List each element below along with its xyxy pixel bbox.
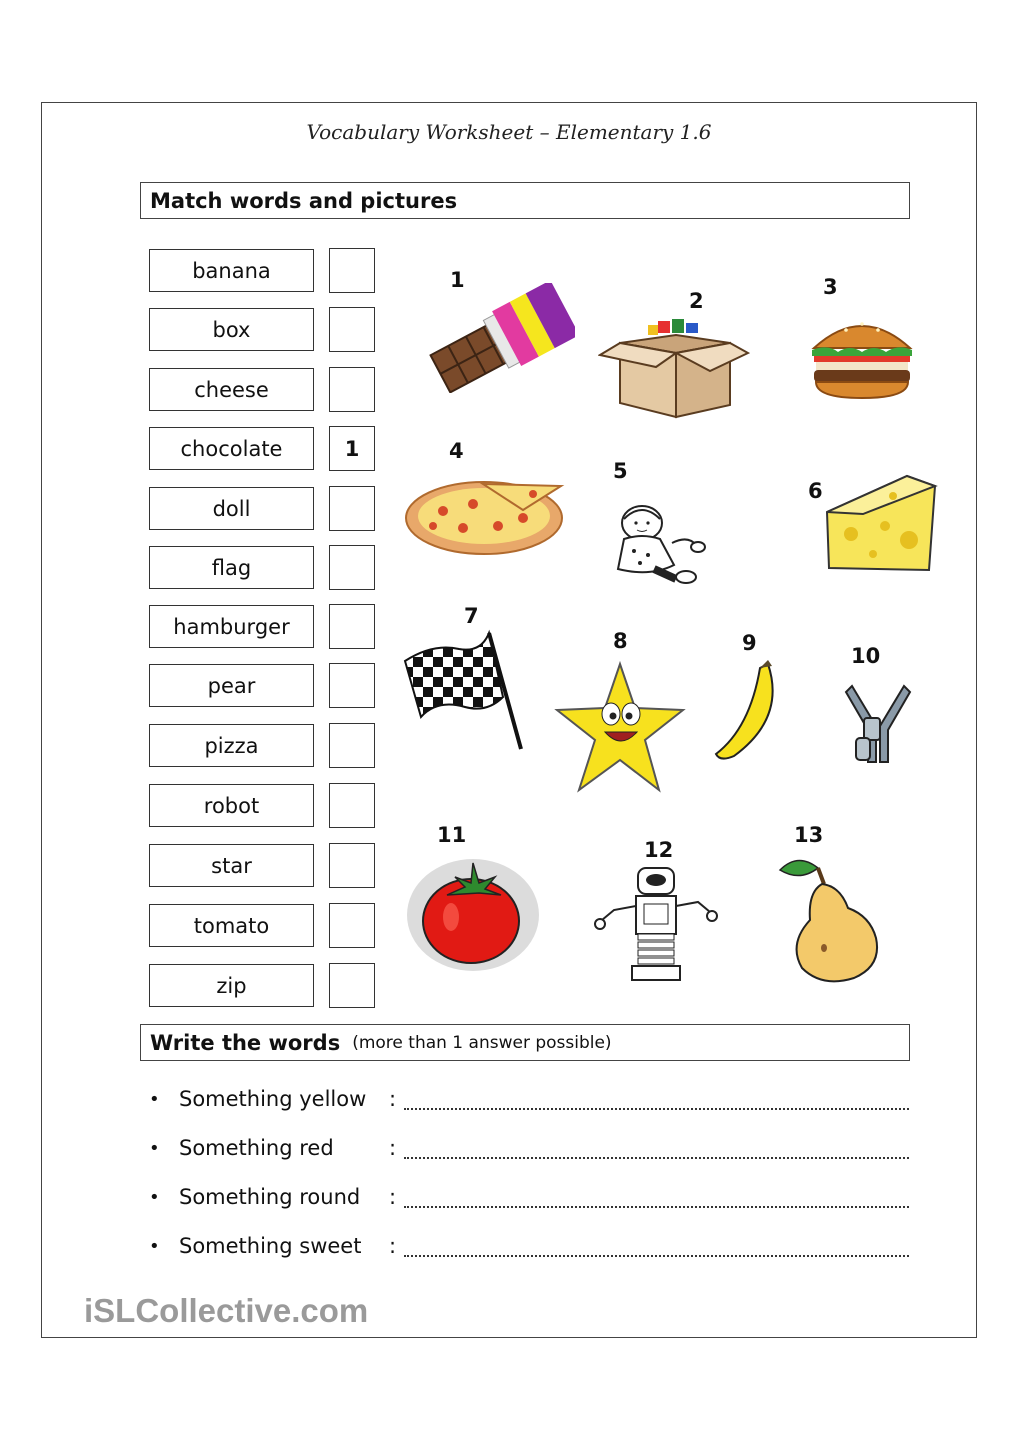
answer-box-tomato[interactable]	[329, 903, 375, 948]
word-box-chocolate: chocolate	[149, 427, 314, 470]
colon: :	[389, 1136, 397, 1160]
doll-icon	[610, 505, 720, 587]
picture-number-3: 3	[823, 275, 838, 299]
picture-number-5: 5	[613, 459, 628, 483]
box-icon	[598, 313, 750, 421]
footer-watermark: iSLCollective.com	[84, 1292, 369, 1329]
word-box-box: box	[149, 308, 314, 351]
answer-line-sweet[interactable]	[404, 1243, 909, 1257]
hamburger-icon	[808, 310, 916, 400]
banana-icon	[712, 658, 786, 762]
picture-number-10: 10	[851, 644, 881, 668]
write-label: Something yellow	[179, 1087, 367, 1111]
answer-line-round[interactable]	[404, 1194, 909, 1208]
picture-number-7: 7	[464, 604, 479, 628]
picture-number-6: 6	[808, 479, 823, 503]
answer-box-pizza[interactable]	[329, 723, 375, 768]
flag-icon	[403, 627, 525, 753]
section-write-subtitle: (more than 1 answer possible)	[352, 1032, 612, 1053]
answer-box-chocolate[interactable]: 1	[329, 426, 375, 471]
picture-number-1: 1	[450, 268, 465, 292]
write-label: Something sweet	[179, 1234, 362, 1258]
colon: :	[389, 1087, 397, 1111]
picture-number-12: 12	[644, 838, 674, 862]
write-line-round	[149, 1182, 909, 1212]
word-box-pizza: pizza	[149, 724, 314, 767]
word-box-tomato: tomato	[149, 904, 314, 947]
word-box-star: star	[149, 844, 314, 887]
robot-icon	[592, 862, 720, 984]
write-line-yellow	[149, 1084, 909, 1114]
answer-box-cheese[interactable]	[329, 367, 375, 412]
bullet: •	[149, 1186, 160, 1208]
picture-number-4: 4	[449, 439, 464, 463]
cheese-icon	[823, 472, 939, 576]
picture-number-9: 9	[742, 631, 757, 655]
bullet: •	[149, 1137, 160, 1159]
picture-number-11: 11	[437, 823, 467, 847]
answer-box-hamburger[interactable]	[329, 604, 375, 649]
bullet: •	[149, 1235, 160, 1257]
pear-icon	[778, 848, 888, 986]
answer-box-pear[interactable]	[329, 663, 375, 708]
colon: :	[389, 1234, 397, 1258]
chocolate-bar-icon	[415, 283, 575, 393]
tomato-icon	[405, 855, 541, 973]
answer-box-box[interactable]	[329, 307, 375, 352]
answer-box-flag[interactable]	[329, 545, 375, 590]
picture-number-2: 2	[689, 289, 704, 313]
section-write-heading: Write the words	[150, 1030, 341, 1055]
answer-box-doll[interactable]	[329, 486, 375, 531]
answer-box-banana[interactable]	[329, 248, 375, 293]
write-line-red	[149, 1133, 909, 1163]
section-match-heading: Match words and pictures	[150, 188, 458, 213]
star-icon	[553, 660, 687, 796]
answer-line-red[interactable]	[404, 1145, 909, 1159]
word-box-flag: flag	[149, 546, 314, 589]
word-box-pear: pear	[149, 664, 314, 707]
picture-number-8: 8	[613, 629, 628, 653]
pizza-icon	[403, 466, 565, 558]
section-write-header	[140, 1024, 910, 1061]
bullet: •	[149, 1088, 160, 1110]
word-box-robot: robot	[149, 784, 314, 827]
write-label: Something round	[179, 1185, 361, 1209]
zip-icon	[842, 682, 914, 766]
word-box-cheese: cheese	[149, 368, 314, 411]
answer-line-yellow[interactable]	[404, 1096, 909, 1110]
word-box-doll: doll	[149, 487, 314, 530]
write-line-sweet	[149, 1231, 909, 1261]
write-label: Something red	[179, 1136, 334, 1160]
colon: :	[389, 1185, 397, 1209]
word-box-zip: zip	[149, 964, 314, 1007]
picture-number-13: 13	[794, 823, 824, 847]
answer-box-zip[interactable]	[329, 963, 375, 1008]
answer-box-star[interactable]	[329, 843, 375, 888]
answer-box-robot[interactable]	[329, 783, 375, 828]
word-box-banana: banana	[149, 249, 314, 292]
section-match-header	[140, 182, 910, 219]
worksheet-title: Vocabulary Worksheet – Elementary 1.6	[306, 120, 712, 144]
word-box-hamburger: hamburger	[149, 605, 314, 648]
